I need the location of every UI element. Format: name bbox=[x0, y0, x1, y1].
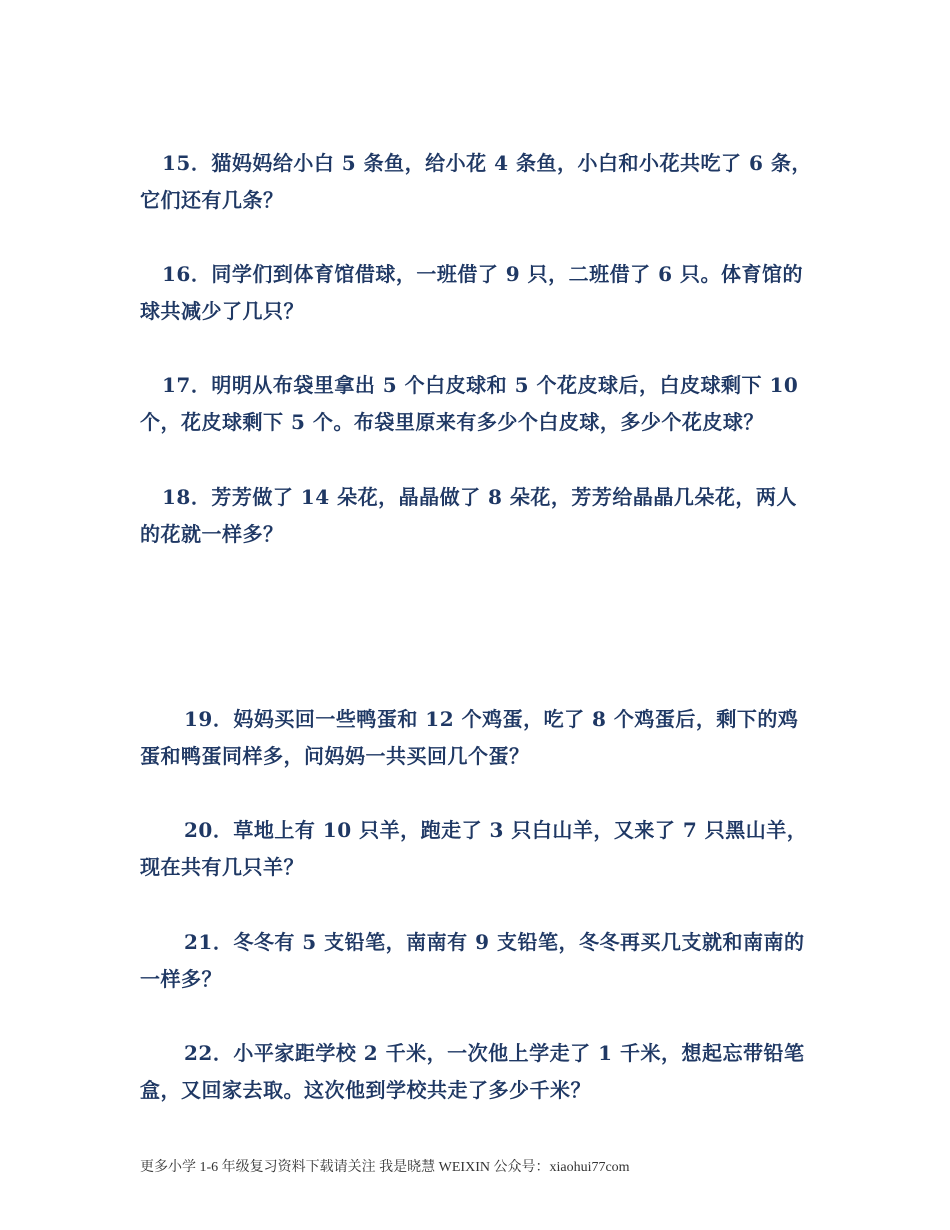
question-20 bbox=[140, 812, 820, 886]
question-18-line-2: 的花就一样多？ bbox=[140, 522, 284, 546]
question-15 bbox=[140, 145, 820, 219]
question-16-line-2: 球共减少了几只？ bbox=[140, 299, 304, 323]
question-19 bbox=[140, 701, 820, 775]
question-18 bbox=[140, 479, 820, 553]
question-22-line-2: 盒，又回家去取。这次他到学校共走了多少千米？ bbox=[140, 1078, 591, 1102]
question-17-line-1: 17．明明从布袋里拿出 5 个白皮球和 5 个花皮球后，白皮球剩下 10 bbox=[162, 373, 799, 397]
question-21-line-2: 一样多？ bbox=[140, 967, 222, 991]
question-22 bbox=[140, 1035, 820, 1109]
question-21 bbox=[140, 924, 820, 998]
question-16 bbox=[140, 256, 820, 330]
question-17 bbox=[140, 367, 820, 441]
question-21-line-1: 21．冬冬有 5 支铅笔，南南有 9 支铅笔，冬冬再买几支就和南南的 bbox=[184, 930, 805, 954]
question-18-line-1: 18．芳芳做了 14 朵花，晶晶做了 8 朵花，芳芳给晶晶几朵花，两人 bbox=[162, 485, 797, 509]
page-footer: 更多小学 1-6 年级复习资料下载请关注 我是晓慧 WEIXIN 公众号：xiaohui77com bbox=[140, 1160, 630, 1175]
question-15-line-2: 它们还有几条？ bbox=[140, 188, 284, 212]
question-20-line-1: 20．草地上有 10 只羊，跑走了 3 只白山羊，又来了 7 只黑山羊， bbox=[184, 818, 808, 842]
question-17-line-2: 个，花皮球剩下 5 个。布袋里原来有多少个白皮球，多少个花皮球？ bbox=[140, 410, 764, 434]
question-19-line-1: 19．妈妈买回一些鸭蛋和 12 个鸡蛋，吃了 8 个鸡蛋后，剩下的鸡 bbox=[184, 707, 799, 731]
question-22-line-1: 22．小平家距学校 2 千米，一次他上学走了 1 千米，想起忘带铅笔 bbox=[184, 1041, 805, 1065]
question-19-line-2: 蛋和鸭蛋同样多，问妈妈一共买回几个蛋？ bbox=[140, 744, 530, 768]
question-20-line-2: 现在共有几只羊？ bbox=[140, 855, 304, 879]
question-15-line-1: 15．猫妈妈给小白 5 条鱼，给小花 4 条鱼，小白和小花共吃了 6 条， bbox=[162, 151, 812, 175]
question-16-line-1: 16．同学们到体育馆借球，一班借了 9 只，二班借了 6 只。体育馆的 bbox=[162, 262, 804, 286]
